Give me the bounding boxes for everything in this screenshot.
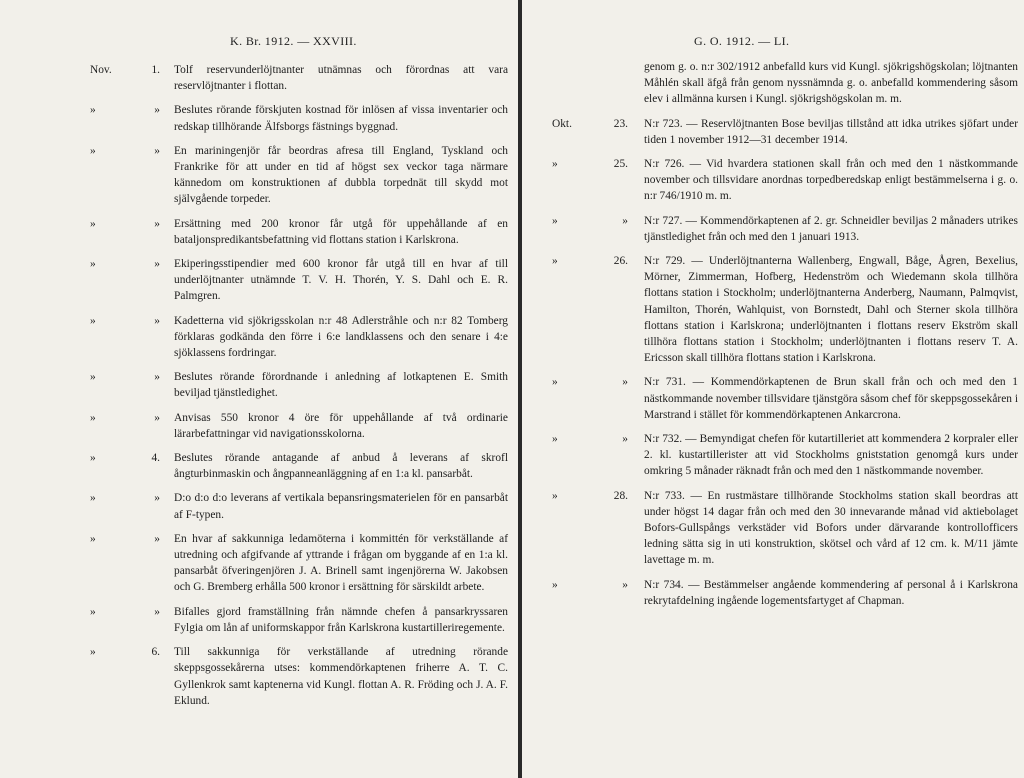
entry-date: 26. — [613, 255, 628, 268]
entry-text: Ekiperingsstipendier med 600 kronor får utgå till en hvar af till underlöjtnanter utnämnde T. V. H. Thorén, Y. S. Dahl och E. R. Palmgren. — [174, 258, 508, 303]
entry-text: Beslutes rörande förordnande i anledning af lotkaptenen E. Smith beviljad tjänstledighet. — [174, 371, 508, 400]
entry-text: En hvar af sakkunniga ledamöterna i kommittén för verkställande af utredning och afgifvande af yttrande i frågan om byggande af en 1:a kl. pansarbåt öfveringenjören J. A. Brinell samt ingenjörerna W. Jakobsen och G. Bremberg erhålla 500 kronor i ersättning för särskildt arbete. — [174, 532, 508, 594]
entry-text: En mariningenjör får beordras afresa till England, Tyskland och Frankrike för att under en tid af högst sex veckor taga närmare kännedom om konstruktionen af dubbla torpednät till skydd mot självgående torpeder. — [174, 144, 508, 206]
register-entry — [90, 450, 508, 482]
entry-text: N:r 726. — Vid hvardera stationen skall från och med den 1 nästkommande november och tillsvidare anordnas torpedberedskap enligt bestämmelserna i g. o. n:r 746/1910 m. m. — [644, 158, 1018, 203]
entry-text: N:r 733. — En rustmästare tillhörande Stockholms station skall beordras att under högst 14 dagar från och med den 30 innevarande månad vid aktiebolaget Bofors-Gullspångs verkstäder vid Bofors under därvarande kontrollofficers ledning sätta sig in uti konstruktion, skötsel och vård af 12 cm. k. M/11 jämte lavettage m. m. — [644, 489, 1018, 567]
entry-month: » — [90, 492, 96, 505]
register-entry — [90, 531, 508, 596]
entry-text: N:r 734. — Bestämmelser angående kommendering af personal å i Karlskrona rekrytafdelning ingående logementsfartyget af Chapman. — [644, 578, 1018, 607]
register-entry — [90, 313, 508, 362]
entry-month: » — [90, 532, 96, 545]
entry-text: Anvisas 550 kronor 4 öre för uppehållande af två ordinarie lärarbefattningar vid navigationsskolorna. — [174, 411, 508, 440]
register-entry — [552, 374, 1018, 423]
entry-text: genom g. o. n:r 302/1912 anbefalld kurs vid Kungl. sjökrigshögskolan; löjtnanten Måhlén skall äfgå från genom nyssnämnda g. o. anbefalld kommendering såsom elev i allmänna kursen i Kungl. sjökrigshögskolan m. m. — [644, 61, 1018, 106]
entry-text: N:r 732. — Bemyndigat chefen för kutartilleriet att kommendera 2 korpraler eller 2. kl. kustartillerister att vid Stockholms gniststation genomgå kurs under omkring 5 månader räknadt från och med den 1 nästkommande november. — [644, 433, 1018, 478]
entry-date: » — [154, 314, 160, 327]
register-entry — [90, 410, 508, 442]
entry-text: Till sakkunniga för verkställande af utredning rörande skeppsgossekårerna utses: kommendörkaptenen friherre A. T. C. Gyllenkrok samt kaptenerna vid Kungl. flottan A. R. Fröding och J. A. F. Eklund. — [174, 646, 508, 707]
entry-date: » — [154, 411, 160, 424]
entry-month: » — [90, 258, 96, 271]
entry-month: » — [90, 104, 96, 117]
entry-month: » — [90, 605, 96, 618]
entry-month: » — [552, 255, 558, 268]
entry-month: » — [552, 214, 558, 227]
right-page — [522, 0, 1024, 778]
register-entry — [90, 102, 508, 134]
register-entry — [552, 253, 1018, 366]
entry-month: » — [90, 314, 96, 327]
entry-date: » — [154, 217, 160, 230]
register-entry — [552, 431, 1018, 480]
entry-month: » — [90, 144, 96, 157]
entry-date: » — [154, 104, 160, 117]
entry-date: » — [154, 605, 160, 618]
entry-month: » — [552, 578, 558, 591]
entry-date: » — [154, 258, 160, 271]
entry-text: N:r 731. — Kommendörkaptenen de Brun skall från och och med den 1 nästkommande november tillsvidare tjänstgöra såsom chef för skeppsgossekåren i Marstrand i stället för kommendörkaptenen Ankarcrona. — [644, 376, 1018, 421]
entry-text: Beslutes rörande antagande af anbud å leverans af skrofl ångturbinmaskin och ångpanneanläggning af en 1:a kl. pansarbåt. — [174, 452, 508, 481]
entry-date: 28. — [613, 489, 628, 502]
entry-date: » — [154, 371, 160, 384]
entry-month: » — [90, 411, 96, 424]
right-entries-list — [552, 59, 1018, 617]
entry-text: Kadetterna vid sjökrigsskolan n:r 48 Adlerstråhle och n:r 82 Tomberg förklaras godkända den förre i 6:e landklassens och den senare i 4:e sjöklassens fordringar. — [174, 314, 508, 360]
register-entry — [552, 488, 1018, 569]
entry-text: N:r 727. — Kommendörkaptenen af 2. gr. Schneidler beviljas 2 månaders utrikes tjänstledighet från och med den 1 januari 1913. — [644, 214, 1018, 243]
entry-text: N:r 729. — Underlöjtnanterna Wallenberg, Engwall, Båge, Ågren, Bexelius, Mörner, Zimmerman, Hofberg, Hedenström och Wiedemann skola tillhöra flottans station i Stockholm; underlöjtnanterna Anderberg, Naumann, Palmqvist, Hamilton, Thorén, Wahlquist, von Bornstedt, Dahl och Sterner skola tillhöra flottans station i Karlskrona; underlöjtnanten i flottans reserv Ekström skall tillhöra flottans station i Stockholm; underlöjtnanten i flottans reserv T. A. Ericsson skall tillhöra flottans station i Karlskrona. — [644, 255, 1018, 365]
register-entry — [90, 490, 508, 522]
register-entry — [90, 143, 508, 208]
entry-date: 23. — [613, 117, 628, 130]
entry-month: » — [90, 646, 96, 659]
register-entry — [552, 116, 1018, 148]
entry-month: » — [90, 217, 96, 230]
entry-text: D:o d:o d:o leverans af vertikala bepansringsmaterielen för en pansarbåt af F-typen. — [174, 492, 508, 521]
register-entry — [90, 369, 508, 401]
entry-date: » — [154, 144, 160, 157]
continuation-paragraph — [552, 59, 1018, 108]
register-entry — [90, 256, 508, 305]
left-page-header: K. Br. 1912. — XXVIII. — [230, 34, 357, 48]
entry-date: » — [622, 578, 628, 591]
entry-text: N:r 723. — Reservlöjtnanten Bose beviljas tillstånd att idka utrikes sjöfart under tiden 1 november 1912—31 december 1914. — [644, 117, 1018, 146]
entry-month: Okt. — [552, 117, 572, 130]
entry-date: 25. — [613, 158, 628, 171]
entry-text: Ersättning med 200 kronor får utgå för uppehållande af en bataljonspredikantsbefattning vid flottans station i Karlskrona. — [174, 217, 508, 246]
register-entry — [90, 216, 508, 248]
register-entry — [552, 577, 1018, 609]
entry-month: » — [90, 371, 96, 384]
register-entry — [90, 644, 508, 709]
entry-date: 6. — [151, 646, 160, 659]
register-entry — [90, 62, 508, 94]
entry-month: » — [552, 376, 558, 389]
entry-date: 1. — [151, 64, 160, 76]
register-entry — [90, 604, 508, 636]
entry-month: » — [552, 489, 558, 502]
entry-month: » — [90, 452, 96, 465]
right-page-header: G. O. 1912. — LI. — [694, 34, 790, 48]
entry-date: » — [622, 433, 628, 446]
entry-month: Nov. — [90, 64, 112, 76]
entry-text: Bifalles gjord framställning från nämnde chefen å pansarkryssaren Fylgia om lån af uniformskappor från Karlskrona kustartilleriregemente. — [174, 605, 508, 634]
register-entry — [552, 156, 1018, 205]
entry-month: » — [552, 433, 558, 446]
left-entries-list — [90, 62, 508, 717]
register-entry — [552, 213, 1018, 245]
entry-text: Tolf reservunderlöjtnanter utnämnas och förordnas att vara reservlöjtnanter i flottan. — [174, 64, 508, 93]
entry-text: Beslutes rörande förskjuten kostnad för inlösen af vissa inventarier och redskap tillhörande Älfsborgs fästnings byggnad. — [174, 104, 508, 133]
entry-date: » — [622, 376, 628, 389]
entry-date: 4. — [151, 452, 160, 465]
entry-date: » — [154, 492, 160, 505]
entry-date: » — [154, 532, 160, 545]
entry-month: » — [552, 158, 558, 171]
entry-date: » — [622, 214, 628, 227]
